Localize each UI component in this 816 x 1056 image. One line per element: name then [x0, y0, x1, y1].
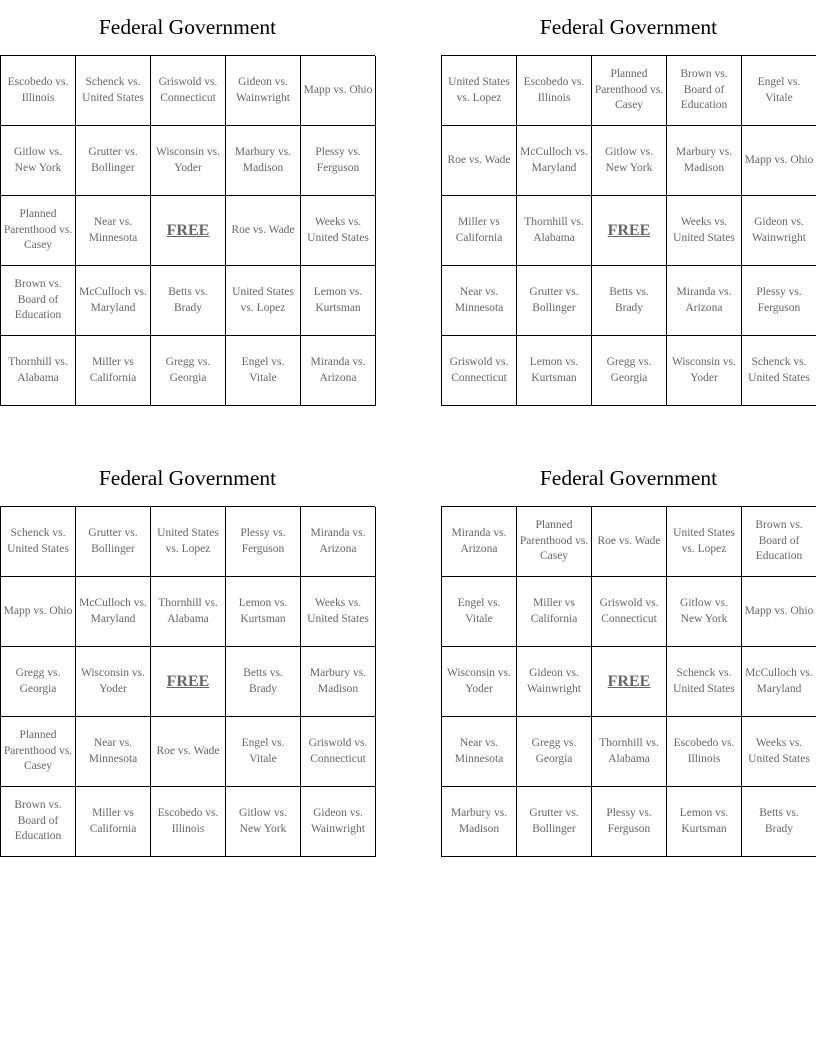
bingo-cell: Gideon vs. Wainwright — [742, 196, 816, 266]
bingo-cell: Griswold vs. Connecticut — [151, 56, 226, 126]
bingo-cell: United States vs. Lopez — [667, 507, 742, 577]
bingo-cell: Engel vs. Vitale — [442, 577, 517, 647]
bingo-grid — [441, 55, 816, 406]
card-title: Federal Government — [98, 15, 277, 39]
bingo-cell: Gitlow vs. New York — [1, 126, 76, 196]
card-title: Federal Government — [539, 466, 718, 490]
bingo-cell: Near vs. Minnesota — [76, 717, 151, 787]
bingo-cell: Wisconsin vs. Yoder — [151, 126, 226, 196]
bingo-cell: Gideon vs. Wainwright — [226, 56, 301, 126]
bingo-cell: Schenck vs. United States — [76, 56, 151, 126]
bingo-cell: Mapp vs. Ohio — [1, 577, 76, 647]
bingo-cell: Miranda vs. Arizona — [667, 266, 742, 336]
bingo-cell: Gitlow vs. New York — [226, 787, 301, 857]
bingo-grid — [0, 55, 375, 406]
bingo-cell: Betts vs. Brady — [592, 266, 667, 336]
bingo-cell: Marbury vs. Madison — [301, 647, 376, 717]
bingo-cell: Mapp vs. Ohio — [301, 56, 376, 126]
bingo-grid — [0, 506, 375, 857]
bingo-cell: Engel vs. Vitale — [226, 336, 301, 406]
bingo-cell: Engel vs. Vitale — [742, 56, 816, 126]
bingo-cell: Thornhill vs. Alabama — [1, 336, 76, 406]
bingo-cell: Plessy vs. Ferguson — [742, 266, 816, 336]
bingo-cell: Betts vs. Brady — [151, 266, 226, 336]
bingo-cell: Thornhill vs. Alabama — [151, 577, 226, 647]
bingo-cell: Near vs. Minnesota — [442, 717, 517, 787]
bingo-cell: United States vs. Lopez — [226, 266, 301, 336]
bingo-cell: Grutter vs. Bollinger — [76, 126, 151, 196]
bingo-cell: Escobedo vs. Illinois — [667, 717, 742, 787]
bingo-cell: Brown vs. Board of Education — [1, 787, 76, 857]
bingo-cell: Mapp vs. Ohio — [742, 126, 816, 196]
bingo-cell: Wisconsin vs. Yoder — [76, 647, 151, 717]
bingo-cell: Roe vs. Wade — [151, 717, 226, 787]
bingo-cell: Gregg vs. Georgia — [592, 336, 667, 406]
bingo-cell: Schenck vs. United States — [1, 507, 76, 577]
bingo-cell: McCulloch vs. Maryland — [76, 266, 151, 336]
bingo-cell: Weeks vs. United States — [667, 196, 742, 266]
bingo-grid — [441, 506, 816, 857]
bingo-cell: Gideon vs. Wainwright — [301, 787, 376, 857]
bingo-cell: Miller vs California — [517, 577, 592, 647]
bingo-cell: Griswold vs. Connecticut — [442, 336, 517, 406]
bingo-cell: Lemon vs. Kurtsman — [667, 787, 742, 857]
bingo-cell: Gitlow vs. New York — [592, 126, 667, 196]
bingo-cell: Grutter vs. Bollinger — [76, 507, 151, 577]
bingo-cell: Lemon vs. Kurtsman — [226, 577, 301, 647]
bingo-cell: Marbury vs. Madison — [667, 126, 742, 196]
bingo-cell: Griswold vs. Connecticut — [301, 717, 376, 787]
bingo-card — [0, 451, 375, 857]
bingo-cell: McCulloch vs. Maryland — [742, 647, 816, 717]
bingo-cell: Miller vs California — [442, 196, 517, 266]
bingo-cell: Weeks vs. United States — [301, 196, 376, 266]
bingo-cell: Roe vs. Wade — [442, 126, 517, 196]
bingo-cell: Plessy vs. Ferguson — [301, 126, 376, 196]
bingo-cell: Betts vs. Brady — [226, 647, 301, 717]
bingo-cell: Miranda vs. Arizona — [442, 507, 517, 577]
bingo-cell: Near vs. Minnesota — [76, 196, 151, 266]
bingo-cell: Brown vs. Board of Education — [742, 507, 816, 577]
bingo-cell: Weeks vs. United States — [301, 577, 376, 647]
bingo-cell: Planned Parenthood vs. Casey — [592, 56, 667, 126]
bingo-cell: Miller vs California — [76, 787, 151, 857]
bingo-cell: McCulloch vs. Maryland — [76, 577, 151, 647]
bingo-cell: Lemon vs. Kurtsman — [301, 266, 376, 336]
bingo-cell: Griswold vs. Connecticut — [592, 577, 667, 647]
bingo-cell: Near vs. Minnesota — [442, 266, 517, 336]
bingo-cell: Grutter vs. Bollinger — [517, 787, 592, 857]
bingo-cell: Schenck vs. United States — [742, 336, 816, 406]
bingo-cell: United States vs. Lopez — [151, 507, 226, 577]
bingo-cell: Miller vs California — [76, 336, 151, 406]
bingo-cell: Miranda vs. Arizona — [301, 336, 376, 406]
bingo-cell: Plessy vs. Ferguson — [592, 787, 667, 857]
bingo-card — [0, 0, 375, 406]
free-space-cell: FREE — [592, 647, 667, 717]
bingo-cell: Gitlow vs. New York — [667, 577, 742, 647]
bingo-cell: Schenck vs. United States — [667, 647, 742, 717]
bingo-cell: Engel vs. Vitale — [226, 717, 301, 787]
bingo-cell: Roe vs. Wade — [226, 196, 301, 266]
bingo-cell: Escobedo vs. Illinois — [1, 56, 76, 126]
bingo-cell: Wisconsin vs. Yoder — [667, 336, 742, 406]
bingo-cell: Planned Parenthood vs. Casey — [1, 196, 76, 266]
bingo-cell: Roe vs. Wade — [592, 507, 667, 577]
bingo-cell: Mapp vs. Ohio — [742, 577, 816, 647]
bingo-cell: Weeks vs. United States — [742, 717, 816, 787]
bingo-cell: Planned Parenthood vs. Casey — [1, 717, 76, 787]
bingo-cell: Plessy vs. Ferguson — [226, 507, 301, 577]
bingo-cell: Gregg vs. Georgia — [151, 336, 226, 406]
bingo-cell: Lemon vs. Kurtsman — [517, 336, 592, 406]
bingo-cell: Gideon vs. Wainwright — [517, 647, 592, 717]
bingo-cell: Planned Parenthood vs. Casey — [517, 507, 592, 577]
bingo-cell: Miranda vs. Arizona — [301, 507, 376, 577]
bingo-cell: Escobedo vs. Illinois — [517, 56, 592, 126]
bingo-cell: Gregg vs. Georgia — [1, 647, 76, 717]
bingo-card — [441, 0, 816, 406]
bingo-cell: United States vs. Lopez — [442, 56, 517, 126]
free-space-cell: FREE — [151, 196, 226, 266]
bingo-cell: Thornhill vs. Alabama — [592, 717, 667, 787]
bingo-card — [441, 451, 816, 857]
free-space-cell: FREE — [151, 647, 226, 717]
bingo-cell: Escobedo vs. Illinois — [151, 787, 226, 857]
bingo-cell: Betts vs. Brady — [742, 787, 816, 857]
card-title: Federal Government — [98, 466, 277, 490]
bingo-cell: Brown vs. Board of Education — [667, 56, 742, 126]
free-space-cell: FREE — [592, 196, 667, 266]
bingo-cell: Grutter vs. Bollinger — [517, 266, 592, 336]
bingo-cell: Marbury vs. Madison — [226, 126, 301, 196]
bingo-cell: Thornhill vs. Alabama — [517, 196, 592, 266]
bingo-cell: Marbury vs. Madison — [442, 787, 517, 857]
bingo-cell: Wisconsin vs. Yoder — [442, 647, 517, 717]
bingo-cell: Brown vs. Board of Education — [1, 266, 76, 336]
bingo-cell: McCulloch vs. Maryland — [517, 126, 592, 196]
bingo-cell: Gregg vs. Georgia — [517, 717, 592, 787]
card-title: Federal Government — [539, 15, 718, 39]
